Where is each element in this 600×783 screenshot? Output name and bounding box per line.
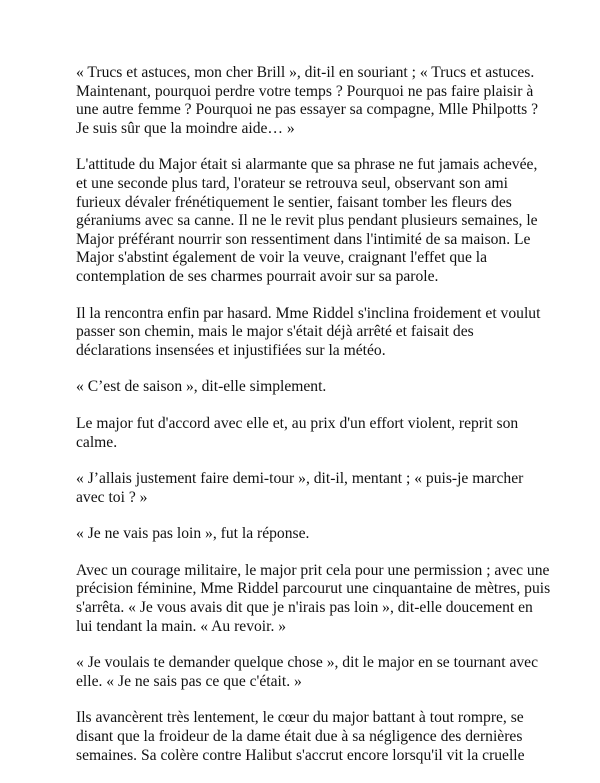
text-line: Avec un courage militaire, le major prit cela pour une permission ; avec une <box>76 561 550 579</box>
text-line: elle. « Je ne sais pas ce que c'était. » <box>76 672 302 690</box>
text-line: calme. <box>76 433 118 451</box>
text-line: et une seconde plus tard, l'orateur se retrouva seul, observant son ami <box>76 174 508 192</box>
paragraph-3 <box>76 304 541 361</box>
text-line: semaines. Sa colère contre Halibut s'accrut encore lorsqu'il vit la cruelle <box>76 746 525 764</box>
text-line: précision féminine, Mme Riddel parcourut une cinquantaine de mètres, puis <box>76 580 551 598</box>
paragraph-1 <box>76 64 539 138</box>
text-line: « C’est de saison », dit-elle simplement. <box>76 378 327 396</box>
text-line: L'attitude du Major était si alarmante que sa phrase ne fut jamais achevée, <box>76 156 538 174</box>
text-line: une autre femme ? Pourquoi ne pas essayer sa compagne, Mlle Philpotts ? <box>76 101 539 119</box>
text-line: disant que la froideur de la dame était due à sa négligence des dernières <box>76 728 523 746</box>
paragraph-6 <box>76 470 532 507</box>
text-line: furieux dévaler frénétiquement le sentier, faisant tomber les fleurs des <box>76 193 512 211</box>
paragraph-7 <box>76 525 532 544</box>
paragraph-10 <box>76 709 532 765</box>
text-line: « Je ne vais pas loin », fut la réponse. <box>76 525 310 543</box>
text-line: Maintenant, pourquoi perdre votre temps ? Pourquoi ne pas faire plaisir à <box>76 82 534 100</box>
text-line: géraniums avec sa canne. Il ne le revit plus pendant plusieurs semaines, le <box>76 212 538 230</box>
text-line: « J’allais justement faire demi-tour », dit-il, mentant ; « puis-je marcher <box>76 470 524 488</box>
text-line: Ils avancèrent très lentement, le cœur du major battant à tout rompre, se <box>76 709 524 727</box>
text-line: Le major fut d'accord avec elle et, au prix d'un effort violent, reprit son <box>76 414 519 432</box>
text-line: déclarations insensées et injustifiées sur la météo. <box>76 341 386 359</box>
text-line: « Trucs et astuces, mon cher Brill », dit-il en souriant ; « Trucs et astuces. <box>76 64 535 81</box>
text-line: contemplation de ses charmes pourrait avoir sur sa parole. <box>76 267 439 285</box>
paragraph-9 <box>76 654 539 691</box>
text-line: s'arrêta. « Je vous avais dit que je n'irais pas loin », dit-elle doucement en <box>76 599 533 617</box>
paragraph-4 <box>76 378 532 397</box>
paragraph-5 <box>76 415 532 452</box>
text-line: Je suis sûr que la moindre aide… » <box>76 119 295 137</box>
paragraph-8 <box>76 561 551 636</box>
text-line: Il la rencontra enfin par hasard. Mme Riddel s'inclina froidement et voulut <box>76 304 541 322</box>
text-line: Major préférant nourrir son ressentiment dans l'intimité de sa maison. Le <box>76 230 531 248</box>
text-line: avec toi ? » <box>76 488 148 506</box>
text-line: lui tendant la main. « Au revoir. » <box>76 617 287 635</box>
text-line: « Je voulais te demander quelque chose », dit le major en se tournant avec <box>76 654 539 672</box>
paragraph-2 <box>76 156 538 286</box>
document-page <box>76 64 551 783</box>
text-line: passer son chemin, mais le major s'était déjà arrêté et faisait des <box>76 323 474 341</box>
text-line: Major s'abstint également de voir la veuve, craignant l'effet que la <box>76 249 488 267</box>
